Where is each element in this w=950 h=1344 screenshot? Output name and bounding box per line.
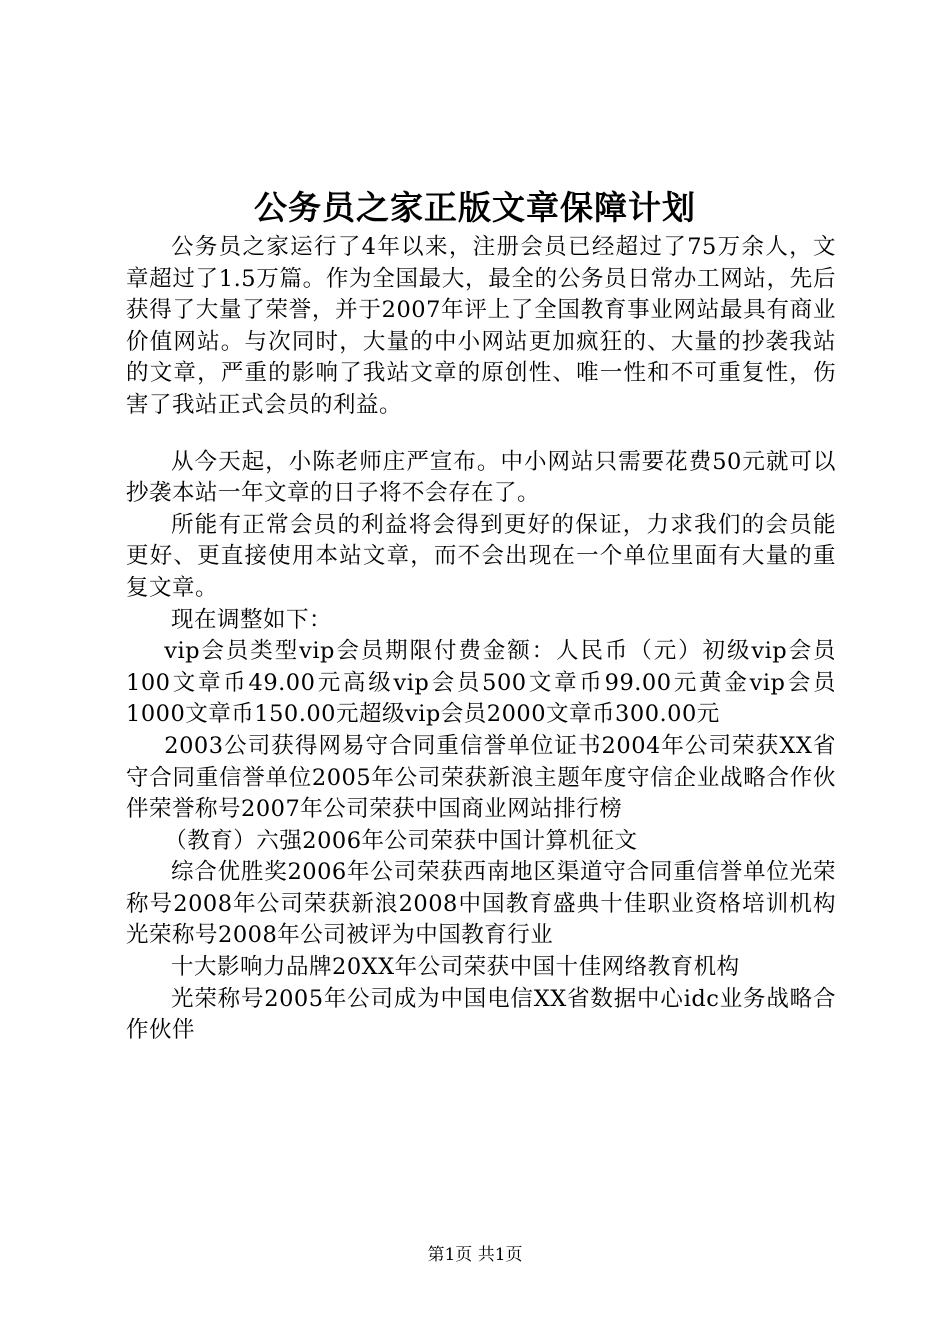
paragraph-honors-4: 十大影响力品牌20XX年公司荣获中国十佳网络教育机构 [171, 954, 740, 981]
paragraph-honors-2: （教育）六强2006年公司荣获中国计算机征文 [164, 827, 638, 854]
page-footer: 第1页 共1页 [427, 1245, 523, 1265]
paragraph-honors-3: 综合优胜奖2006年公司荣获西南地区渠道守合同重信誉单位光荣称号2008年公司荣获新浪2008中国教育盛典十佳职业资格培训机构光荣称号2008年公司被评为中国教育行业 [126, 859, 836, 949]
paragraph-adjustment-heading: 现在调整如下： [171, 606, 333, 633]
paragraph-honors-5: 光荣称号2005年公司成为中国电信XX省数据中心idc业务战略合作伙伴 [126, 985, 836, 1044]
paragraph-honors-1: 2003公司获得网易守合同重信誉单位证书2004年公司荣获XX省守合同重信誉单位2005年公司荣获新浪主题年度守信企业战略合作伙伴荣誉称号2007年公司荣获中国商业网站排行榜 [126, 732, 836, 823]
paragraph-announcement: 从今天起，小陈老师庄严宣布。中小网站只需要花费50元就可以抄袭本站一年文章的日子将不会存在了。 [126, 448, 836, 507]
paragraph-intro: 公务员之家运行了4年以来，注册会员已经超过了75万余人，文章超过了1.5万篇。作为全国最大，最全的公务员日常办工网站，先后获得了大量了荣誉，并于2007年评上了全国教育事业网站最具有商业价值网站。与次同时，大量的中小网站更加疯狂的、大量的抄袭我站的文章，严重的影响了我站文章的原创性、唯一性和不可重复性，伤害了我站正式会员的利益。 [126, 234, 836, 418]
document-body [126, 232, 836, 1047]
document-title: 公务员之家正版文章保障计划 [254, 188, 696, 227]
paragraph-vip-pricing: vip会员类型vip会员期限付费金额：人民币（元）初级vip会员100文章币49.00元高级vip会员500文章币99.00元黄金vip会员1000文章币150.00元超级vip会员2000文章币300.00元 [126, 638, 836, 728]
paragraph-member-benefit: 所能有正常会员的利益将会得到更好的保证，力求我们的会员能更好、更直接使用本站文章，而不会出现在一个单位里面有大量的重复文章。 [126, 511, 836, 601]
